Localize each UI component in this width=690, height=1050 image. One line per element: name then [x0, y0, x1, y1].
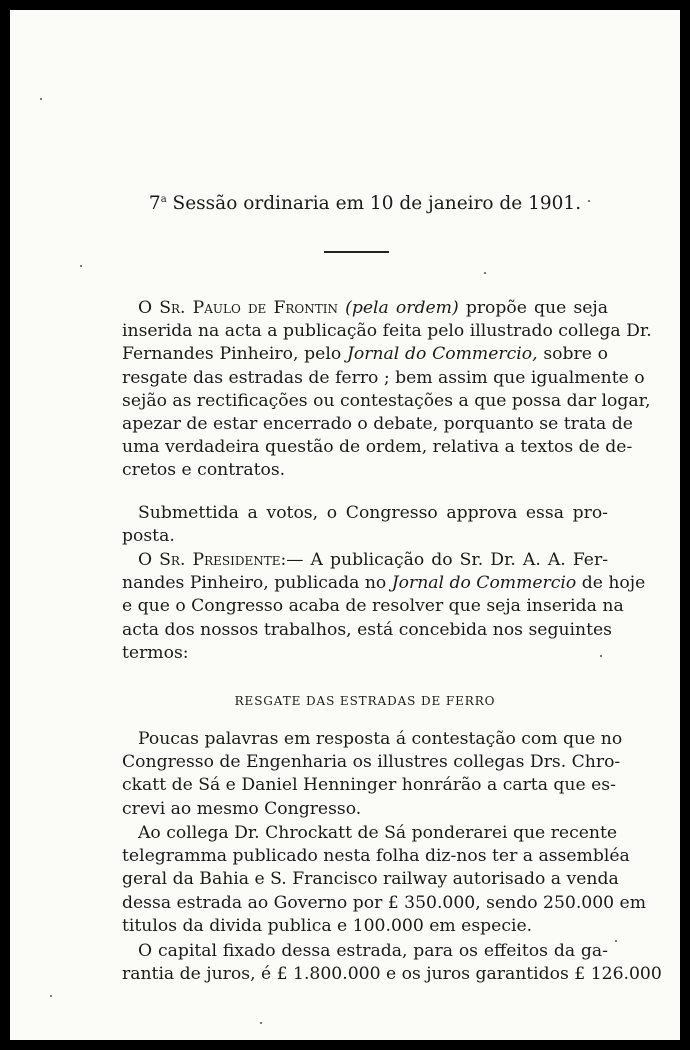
line: uma verdadeira questão de ordem, relativa a textos de de-	[122, 437, 633, 458]
line: Poucas palavras em resposta á contestação com que no	[138, 729, 623, 749]
title-divider	[324, 251, 389, 253]
paragraph-capital	[122, 940, 662, 986]
paragraph-response	[122, 728, 623, 821]
line: cretos e contratos.	[122, 460, 286, 481]
line: apezar de estar encerrado o debate, porquanto se trata de	[122, 414, 633, 435]
scan-speck	[588, 200, 590, 202]
scan-speck	[484, 272, 486, 274]
line: Ao collega Dr. Chrockatt de Sá ponderarei que recente	[138, 823, 618, 843]
line: ckatt de Sá e Daniel Henninger honrárão a carta que es-	[122, 775, 616, 796]
line: titulos da divida publica e 100.000 em especie.	[122, 915, 533, 936]
section-heading: RESGATE DAS ESTRADAS DE FERRO	[234, 694, 496, 708]
line: rantia de juros, é £ 1.800.000 e os juros garantidos £ 126.000	[122, 964, 662, 985]
scan-speck	[80, 265, 82, 267]
scan-speck	[260, 1022, 262, 1024]
line: Congresso de Engenharia os illustres collegas Drs. Chro-	[122, 752, 621, 773]
scan-speck	[40, 98, 42, 100]
line: O Sr. Paulo de Frontin (pela ordem) propõe que seja	[138, 298, 609, 318]
session-title: 7$^a$ Sessão ordinaria em 10 de janeiro de 1901.	[148, 193, 582, 214]
scan-speck	[600, 655, 602, 657]
paragraph-vote	[122, 502, 608, 548]
line: crevi ao mesmo Congresso.	[122, 798, 362, 819]
line: inserida na acta a publicação feita pelo illustrado collega Dr.	[122, 321, 652, 342]
line: nandes Pinheiro, publicada no Jornal do Commercio de hoje	[122, 573, 646, 594]
line: posta.	[122, 526, 175, 547]
paragraph-chrockatt	[122, 822, 647, 938]
line: acta dos nossos trabalhos, está concebida nos seguintes	[122, 619, 612, 640]
line: O capital fixado dessa estrada, para os effeitos da ga-	[138, 941, 608, 961]
line: geral da Bahia e S. Francisco railway autorisado a venda	[122, 869, 619, 890]
line: Fernandes Pinheiro, pelo Jornal do Commercio, sobre o	[122, 344, 608, 365]
scan-speck	[615, 940, 617, 942]
paragraph-frontin-motion	[122, 297, 652, 483]
scanned-page	[10, 10, 680, 1040]
line: e que o Congresso acaba de resolver que seja inserida na	[122, 596, 624, 617]
line: telegramma publicado nesta folha diz-nos ter a assembléa	[122, 846, 630, 867]
speaker-name: O Sr. Paulo de Frontin	[138, 298, 339, 318]
line: sejão as rectificações ou contestações a que possa dar logar,	[122, 390, 651, 411]
speaker-name: O Sr. Presidente:—	[138, 550, 304, 570]
line: O Sr. Presidente:— A publicação do Sr. Dr. A. A. Fer-	[138, 550, 609, 570]
newspaper-title: Jornal do Commercio	[391, 573, 577, 594]
line: resgate das estradas de ferro ; bem assim que igualmente o	[122, 367, 645, 388]
line: dessa estrada ao Governo por £ 350.000, sendo 250.000 em	[122, 892, 647, 913]
scan-speck	[50, 995, 52, 997]
line: termos:	[122, 642, 189, 663]
newspaper-title: Jornal do Commercio,	[346, 344, 538, 365]
paragraph-president	[122, 549, 646, 665]
line: Submettida a votos, o Congresso approva essa pro-	[138, 503, 608, 523]
